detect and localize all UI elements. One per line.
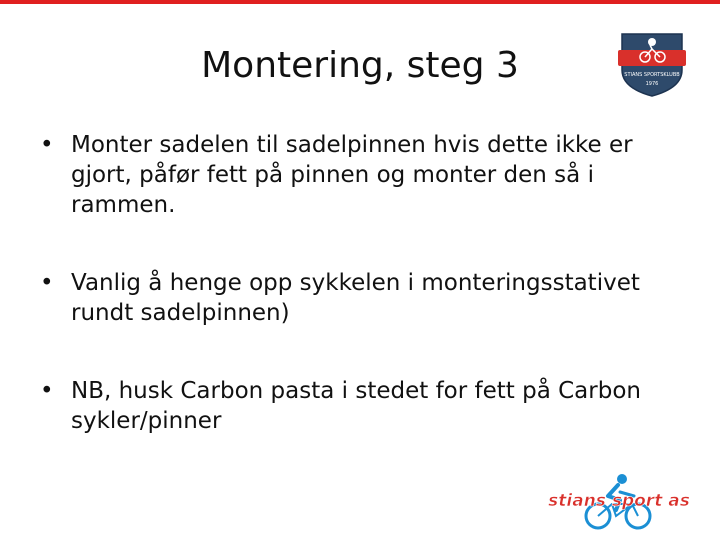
- stians-sport-logo: [546, 470, 692, 532]
- bullet-list: [40, 130, 690, 436]
- svg-text:STIANS SPORTSKLUBB: STIANS SPORTSKLUBB: [624, 72, 680, 78]
- club-badge-logo: [616, 30, 688, 98]
- top-accent-bar: [0, 0, 720, 4]
- bullet-item: [40, 130, 690, 220]
- bullet-item: [40, 376, 690, 436]
- bullet-dot-icon: •: [40, 132, 54, 158]
- svg-text:stians sport as: stians sport as: [548, 491, 690, 511]
- svg-text:1976: 1976: [645, 81, 659, 87]
- bullet-dot-icon: •: [40, 270, 54, 296]
- bullet-text: Vanlig å henge opp sykkelen i monteringsstativet rundt sadelpinnen): [71, 270, 640, 326]
- bullet-item: [40, 268, 690, 328]
- bullet-dot-icon: •: [40, 378, 54, 404]
- slide-title: Montering, steg 3: [201, 45, 519, 86]
- bullet-text: NB, husk Carbon pasta i stedet for fett på Carbon sykler/pinner: [71, 378, 641, 434]
- bullet-text: Monter sadelen til sadelpinnen hvis dette ikke er gjort, påfør fett på pinnen og monter den så i rammen.: [71, 132, 633, 218]
